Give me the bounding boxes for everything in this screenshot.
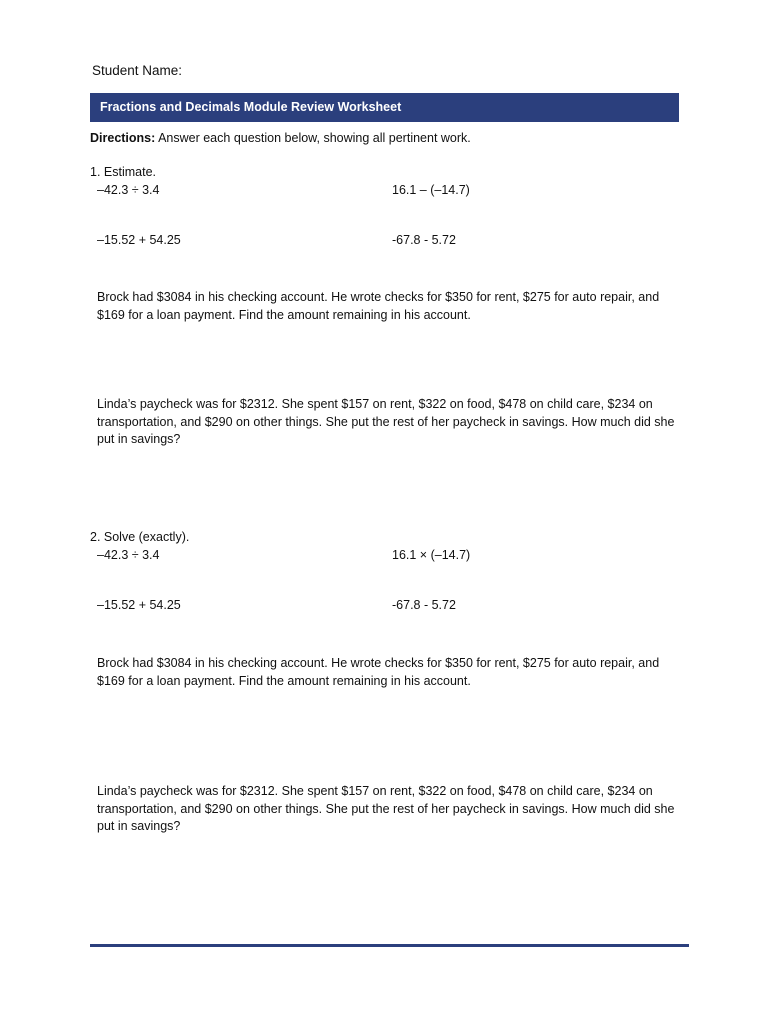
student-name-label: Student Name: bbox=[92, 63, 183, 78]
section2-problem-c: –15.52 + 54.25 bbox=[97, 598, 181, 612]
section1-problem-d: -67.8 - 5.72 bbox=[392, 233, 456, 247]
section1-heading: 1. Estimate. bbox=[90, 165, 156, 179]
directions bbox=[90, 131, 471, 145]
section2-heading: 2. Solve (exactly). bbox=[90, 530, 190, 544]
footer-rule bbox=[90, 944, 689, 947]
section2-problem-b: 16.1 × (–14.7) bbox=[392, 548, 471, 562]
section1-word-problem-brock: Brock had $3084 in his checking account. He wrote checks for $350 for rent, $275 for auto repair, and $169 for a loan payment. Find the amount remaining in his account. bbox=[97, 290, 660, 322]
section2-problem-d: -67.8 - 5.72 bbox=[392, 598, 456, 612]
section1-word-problem-linda: Linda’s paycheck was for $2312. She spent $157 on rent, $322 on food, $478 on child care, $234 on transportation, and $290 on other things. She put the rest of her paycheck in savings. How much did she put in savings? bbox=[97, 397, 675, 446]
section2-word-problem-linda: Linda’s paycheck was for $2312. She spent $157 on rent, $322 on food, $478 on child care, $234 on transportation, and $290 on other things. She put the rest of her paycheck in savings. How much did she put in savings? bbox=[97, 784, 675, 833]
directions-text: Answer each question below, showing all pertinent work. bbox=[155, 131, 471, 145]
section2-problem-a: –42.3 ÷ 3.4 bbox=[97, 548, 160, 562]
section1-problem-a: –42.3 ÷ 3.4 bbox=[97, 183, 160, 197]
section1-problem-b: 16.1 – (–14.7) bbox=[392, 183, 470, 197]
worksheet-title: Fractions and Decimals Module Review Worksheet bbox=[90, 93, 679, 122]
directions-label: Directions: bbox=[90, 131, 156, 145]
section2-word-problem-brock: Brock had $3084 in his checking account. He wrote checks for $350 for rent, $275 for auto repair, and $169 for a loan payment. Find the amount remaining in his account. bbox=[97, 656, 660, 688]
section1-problem-c: –15.52 + 54.25 bbox=[97, 233, 181, 247]
